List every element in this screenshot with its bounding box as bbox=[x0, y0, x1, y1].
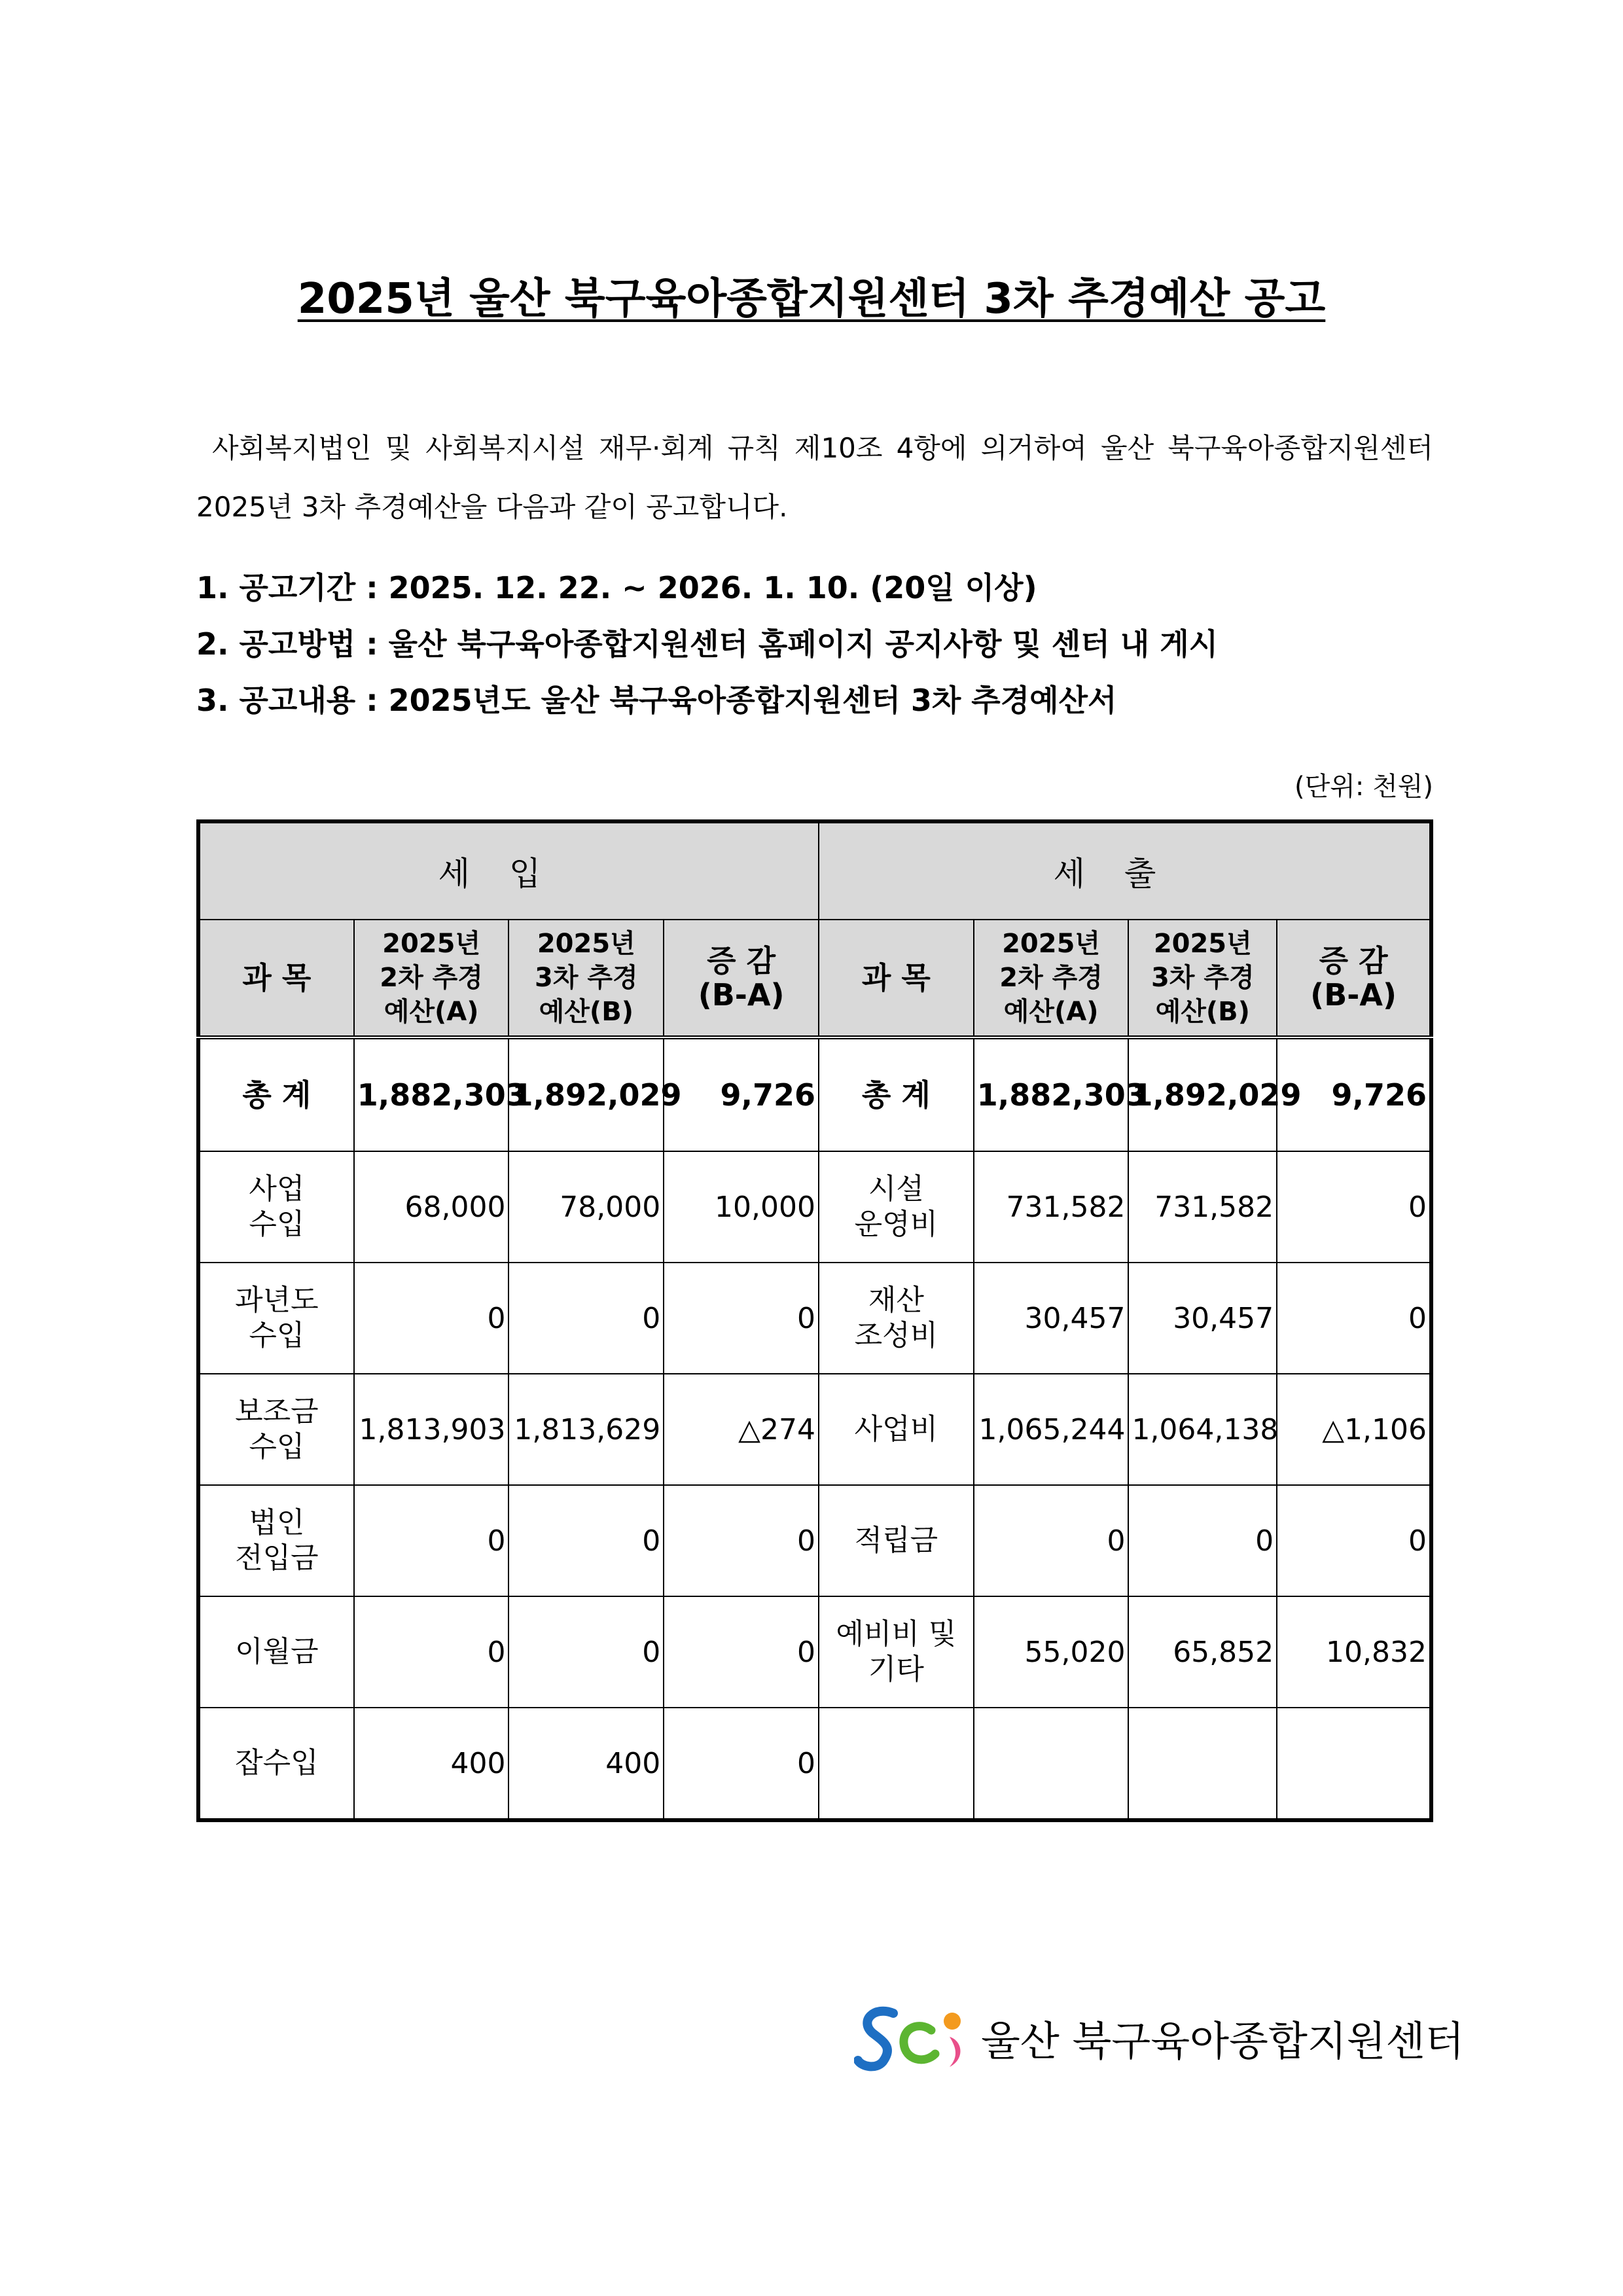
header-line: 증 감 bbox=[707, 943, 776, 978]
income-total-name: 총 계 bbox=[198, 1037, 354, 1151]
expense-a: 30,457 bbox=[974, 1263, 1129, 1374]
expense-name bbox=[819, 1374, 974, 1485]
expense-total-b: 1,892,029 bbox=[1128, 1037, 1277, 1151]
expense-diff-header bbox=[1277, 920, 1431, 1037]
expense-b: 0 bbox=[1128, 1485, 1277, 1596]
income-name bbox=[198, 1151, 354, 1263]
expense-diff: △1,106 bbox=[1277, 1374, 1431, 1485]
header-line: 2025년 bbox=[537, 929, 635, 959]
header-line: 2025년 bbox=[1153, 929, 1252, 959]
header-line: (B-A) bbox=[1310, 977, 1397, 1013]
income-b: 78,000 bbox=[508, 1151, 664, 1263]
table-row bbox=[198, 1374, 1431, 1485]
expense-a bbox=[974, 1708, 1129, 1820]
cell-line: 법인 bbox=[249, 1506, 305, 1539]
logo-dot bbox=[944, 2013, 961, 2030]
expense-col-a-header bbox=[974, 920, 1129, 1037]
cell-line: 과년도 bbox=[235, 1283, 319, 1317]
header-line: 2차 추경 bbox=[999, 963, 1103, 993]
notice-item-period: 1. 공고기간 : 2025. 12. 22. ~ 2026. 1. 10. (20일 이상) bbox=[196, 570, 1037, 605]
expense-subject-header: 과 목 bbox=[819, 920, 974, 1037]
expense-name bbox=[819, 1708, 974, 1820]
income-a: 0 bbox=[354, 1596, 509, 1708]
header-line: 2025년 bbox=[1002, 929, 1101, 959]
cell-line: 재산 bbox=[868, 1283, 924, 1317]
income-diff: △274 bbox=[664, 1374, 819, 1485]
income-b: 0 bbox=[508, 1485, 664, 1596]
cell-line: 사업비 bbox=[854, 1412, 938, 1446]
header-line: 예산(A) bbox=[1003, 997, 1099, 1027]
income-a: 1,813,903 bbox=[354, 1374, 509, 1485]
logo-mark-icon bbox=[854, 2001, 972, 2073]
cell-line: 시설 bbox=[868, 1172, 924, 1206]
income-a: 0 bbox=[354, 1485, 509, 1596]
header-line: 2차 추경 bbox=[380, 963, 483, 993]
unit-label: (단위: 천원) bbox=[1294, 772, 1433, 802]
income-subject-header: 과 목 bbox=[198, 920, 354, 1037]
expense-diff: 0 bbox=[1277, 1263, 1431, 1374]
header-line: 증 감 bbox=[1319, 943, 1388, 978]
cell-line: 잡수입 bbox=[235, 1746, 319, 1780]
income-a: 400 bbox=[354, 1708, 509, 1820]
notice-items bbox=[196, 560, 1218, 728]
logo-text: 울산 북구육아종합지원센터 bbox=[981, 2017, 1465, 2065]
header-line: 3차 추경 bbox=[1150, 963, 1255, 993]
cell-line: 사업 bbox=[249, 1172, 305, 1206]
expense-total-name: 총 계 bbox=[819, 1037, 974, 1151]
header-line: 예산(B) bbox=[539, 997, 633, 1027]
document-title: 2025년 울산 북구육아종합지원센터 3차 추경예산 공고 bbox=[297, 275, 1326, 323]
expense-b: 1,064,138 bbox=[1128, 1374, 1277, 1485]
notice-item-content: 3. 공고내용 : 2025년도 울산 북구육아종합지원센터 3차 추경예산서 bbox=[196, 683, 1117, 718]
expense-a: 55,020 bbox=[974, 1596, 1129, 1708]
cell-line: 예비비 및 bbox=[836, 1617, 957, 1651]
expense-col-b-header bbox=[1128, 920, 1277, 1037]
income-b: 1,813,629 bbox=[508, 1374, 664, 1485]
income-b: 400 bbox=[508, 1708, 664, 1820]
expense-b: 731,582 bbox=[1128, 1151, 1277, 1263]
table-row bbox=[198, 1708, 1431, 1820]
budget-table bbox=[196, 819, 1433, 1822]
income-col-a-header bbox=[354, 920, 509, 1037]
income-name bbox=[198, 1485, 354, 1596]
expense-b: 30,457 bbox=[1128, 1263, 1277, 1374]
expense-name bbox=[819, 1263, 974, 1374]
expense-a: 1,065,244 bbox=[974, 1374, 1129, 1485]
cell-line: 수입 bbox=[249, 1319, 305, 1352]
expense-total-a: 1,882,303 bbox=[974, 1037, 1129, 1151]
logo-leaf bbox=[950, 2037, 961, 2067]
cell-line: 수입 bbox=[249, 1430, 305, 1463]
income-b: 0 bbox=[508, 1596, 664, 1708]
income-name bbox=[198, 1708, 354, 1820]
income-header: 세입 bbox=[198, 821, 819, 920]
cell-line: 수입 bbox=[249, 1208, 305, 1241]
expense-a: 731,582 bbox=[974, 1151, 1129, 1263]
expense-b bbox=[1128, 1708, 1277, 1820]
table-row bbox=[198, 1263, 1431, 1374]
cell-line: 기타 bbox=[868, 1653, 924, 1686]
income-diff: 0 bbox=[664, 1596, 819, 1708]
expense-diff: 0 bbox=[1277, 1485, 1431, 1596]
cell-line: 운영비 bbox=[854, 1208, 938, 1241]
expense-b: 65,852 bbox=[1128, 1596, 1277, 1708]
logo-c-stroke bbox=[904, 2026, 935, 2060]
income-a: 0 bbox=[354, 1263, 509, 1374]
income-name bbox=[198, 1596, 354, 1708]
expense-name bbox=[819, 1485, 974, 1596]
income-total-diff: 9,726 bbox=[664, 1037, 819, 1151]
income-col-b-header bbox=[508, 920, 664, 1037]
table-row bbox=[198, 1485, 1431, 1596]
center-logo bbox=[854, 2001, 1464, 2073]
cell-line: 이월금 bbox=[235, 1635, 319, 1668]
income-diff: 0 bbox=[664, 1708, 819, 1820]
table-column-header-row bbox=[198, 920, 1431, 1037]
expense-header: 세출 bbox=[819, 821, 1431, 920]
header-line: 2025년 bbox=[382, 929, 481, 959]
table-row bbox=[198, 1151, 1431, 1263]
income-diff: 10,000 bbox=[664, 1151, 819, 1263]
income-diff-header bbox=[664, 920, 819, 1037]
logo-s-stroke bbox=[858, 2011, 893, 2067]
expense-diff: 0 bbox=[1277, 1151, 1431, 1263]
header-line: (B-A) bbox=[698, 977, 785, 1013]
income-diff: 0 bbox=[664, 1485, 819, 1596]
intro-paragraph: 사회복지법인 및 사회복지시설 재무·회계 규칙 제10조 4항에 의거하여 울산 북구육아종합지원센터 2025년 3차 추경예산을 다음과 같이 공고합니다. bbox=[196, 432, 1433, 523]
notice-item-method: 2. 공고방법 : 울산 북구육아종합지원센터 홈페이지 공지사항 및 센터 내 게시 bbox=[196, 626, 1219, 662]
income-total-b: 1,892,029 bbox=[508, 1037, 664, 1151]
cell-line: 조성비 bbox=[854, 1319, 938, 1352]
expense-name bbox=[819, 1151, 974, 1263]
table-total-row bbox=[198, 1037, 1431, 1151]
table-row bbox=[198, 1596, 1431, 1708]
expense-total-diff: 9,726 bbox=[1277, 1037, 1431, 1151]
expense-diff: 10,832 bbox=[1277, 1596, 1431, 1708]
expense-a: 0 bbox=[974, 1485, 1129, 1596]
expense-name bbox=[819, 1596, 974, 1708]
header-line: 3차 추경 bbox=[534, 963, 638, 993]
header-line: 예산(A) bbox=[383, 997, 479, 1027]
expense-diff bbox=[1277, 1708, 1431, 1820]
income-a: 68,000 bbox=[354, 1151, 509, 1263]
income-diff: 0 bbox=[664, 1263, 819, 1374]
header-line: 예산(B) bbox=[1155, 997, 1250, 1027]
income-name bbox=[198, 1374, 354, 1485]
income-b: 0 bbox=[508, 1263, 664, 1374]
cell-line: 적립금 bbox=[854, 1524, 938, 1557]
cell-line: 보조금 bbox=[235, 1395, 319, 1428]
income-total-a: 1,882,303 bbox=[354, 1037, 509, 1151]
cell-line: 전입금 bbox=[235, 1541, 319, 1575]
table-group-header-row bbox=[198, 821, 1431, 920]
income-name bbox=[198, 1263, 354, 1374]
